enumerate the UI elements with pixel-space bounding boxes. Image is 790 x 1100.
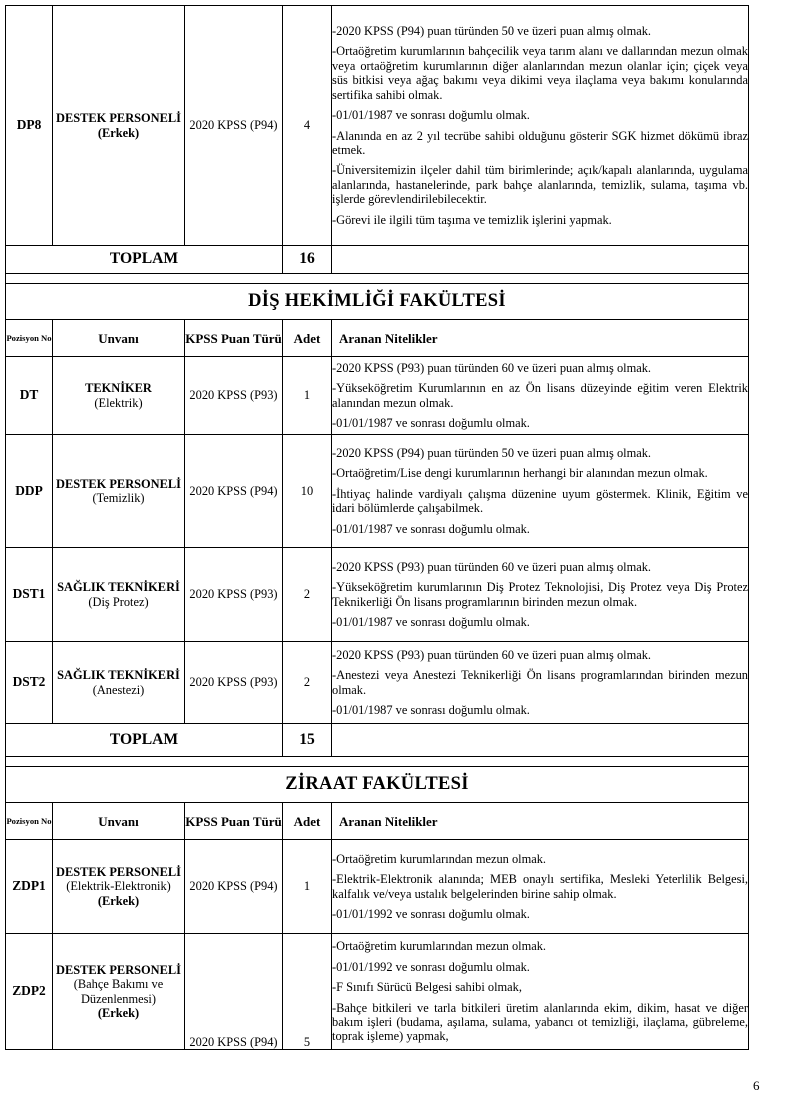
personnel-table [5, 5, 749, 1050]
requirement-item: -Üniversitemizin ilçeler dahil tüm birimlerinde; açık/kapalı alanlarında, uygulama alanlarında, hastanelerinde, park bahçe alanlarında, temizlik, sulama, taşıma vb. işlerde görevlendirilebilecektir. [332, 163, 748, 207]
empty-cell [332, 724, 749, 757]
requirements-cell [332, 357, 749, 435]
header-score-type: KPSS Puan Türü [185, 803, 283, 840]
position-no: ZDP2 [6, 934, 53, 1050]
requirement-item: -2020 KPSS (P93) puan türünden 60 ve üzeri puan almış olmak. [332, 559, 652, 574]
page-number: 6 [753, 1078, 760, 1093]
requirements-cell [332, 840, 749, 934]
position-no: DST1 [6, 548, 53, 642]
requirement-item: -01/01/1987 ve sonrası doğumlu olmak. [332, 702, 530, 717]
section-title-row [6, 767, 749, 803]
requirement-item: -2020 KPSS (P93) puan türünden 60 ve üzeri puan almış olmak. [332, 647, 652, 662]
kpss-score-type: 2020 KPSS (P93) [185, 642, 283, 724]
requirements-cell [332, 642, 749, 724]
section-title: ZİRAAT FAKÜLTESİ [6, 767, 749, 803]
requirement-item: -Anestezi veya Anestezi Teknikerliği Ön lisans programlarından birinden mezun olmak. [332, 668, 748, 697]
table-row [6, 435, 749, 548]
requirement-item: -2020 KPSS (P93) puan türünden 60 ve üzeri puan almış olmak. [332, 360, 652, 375]
total-label: TOPLAM [6, 246, 283, 274]
requirement-item: -Ortaöğretim kurumlarından mezun olmak. [332, 939, 547, 954]
requirement-item: -01/01/1992 ve sonrası doğumlu olmak. [332, 906, 530, 921]
requirement-item: -Ortaöğretim/Lise dengi kurumlarının herhangi bir alanından mezun olmak. [332, 466, 708, 481]
kpss-score-type: 2020 KPSS (P93) [185, 548, 283, 642]
total-value: 16 [283, 246, 332, 274]
header-title: Unvanı [53, 803, 185, 840]
position-count: 5 [283, 934, 332, 1050]
requirement-item: -01/01/1992 ve sonrası doğumlu olmak. [332, 959, 530, 974]
position-count: 4 [283, 6, 332, 246]
position-no: ZDP1 [6, 840, 53, 934]
requirement-item: -Alanında en az 2 yıl tecrübe sahibi olduğunu gösterir SGK hizmet dökümü ibraz etmek. [332, 128, 748, 157]
job-title-cell [53, 934, 185, 1050]
table-row [6, 934, 749, 1050]
position-count: 2 [283, 548, 332, 642]
job-title-cell [53, 840, 185, 934]
job-subtitle: (Temizlik) [92, 491, 145, 505]
job-title: SAĞLIK TEKNİKERİ [57, 668, 180, 683]
header-position-no: Pozisyon No [6, 803, 53, 840]
spacer-cell [6, 757, 749, 767]
kpss-score-type: 2020 KPSS (P94) [185, 435, 283, 548]
requirement-item: -2020 KPSS (P94) puan türünden 50 ve üzeri puan almış olmak. [332, 24, 652, 39]
job-title: TEKNİKER [85, 381, 152, 396]
job-title: DESTEK PERSONELİ [56, 111, 181, 126]
table-header-row [6, 320, 749, 357]
header-title: Unvanı [53, 320, 185, 357]
requirements-cell [332, 6, 749, 246]
position-no: DT [6, 357, 53, 435]
requirement-item: -01/01/1987 ve sonrası doğumlu olmak. [332, 521, 530, 536]
job-subtitle: (Bahçe Bakımı ve Düzenlenmesi) [73, 977, 164, 1006]
total-row [6, 246, 749, 274]
job-tag: (Erkek) [97, 1005, 140, 1020]
total-value: 15 [283, 724, 332, 757]
position-count: 2 [283, 642, 332, 724]
job-subtitle: (Elektrik) [94, 395, 143, 410]
table-row [6, 840, 749, 934]
kpss-score-type: 2020 KPSS (P93) [185, 357, 283, 435]
table-header-row [6, 803, 749, 840]
job-title-cell [53, 6, 185, 246]
requirement-item: -Görevi ile ilgili tüm taşıma ve temizlik işlerini yapmak. [332, 212, 612, 227]
header-position-no: Pozisyon No [6, 320, 53, 357]
kpss-score-type: 2020 KPSS (P94) [185, 934, 283, 1050]
job-title: SAĞLIK TEKNİKERİ [57, 580, 180, 595]
requirement-item: -Ortaöğretim kurumlarının bahçecilik veya tarım alanı ve dallarından mezun olmak veya ortaöğretim kurumlarının diğer alanlarından mezun olanlar için; çiçek veya süs bitkisi veya ağaç bakımı veya dikimi veya ilaçlama veya bakımı konularında sertifika sahibi olmak. [332, 44, 748, 102]
total-label: TOPLAM [6, 724, 283, 757]
job-title-cell [53, 642, 185, 724]
position-count: 10 [283, 435, 332, 548]
job-subtitle: (Diş Protez) [88, 594, 149, 609]
position-count: 1 [283, 840, 332, 934]
position-count: 1 [283, 357, 332, 435]
header-count: Adet [283, 803, 332, 840]
spacer-row [6, 274, 749, 284]
job-title: DESTEK PERSONELİ [56, 962, 181, 977]
job-subtitle: (Anestezi) [92, 682, 145, 697]
table-row [6, 642, 749, 724]
requirement-item: -Ortaöğretim kurumlarından mezun olmak. [332, 851, 547, 866]
requirement-item: -01/01/1987 ve sonrası doğumlu olmak. [332, 415, 530, 430]
spacer-row [6, 757, 749, 767]
requirement-item: -Yükseköğretim Kurumlarının en az Ön lisans düzeyinde eğitim veren Elektrik alanından mezun olmak. [332, 381, 748, 410]
header-requirements: Aranan Nitelikler [332, 803, 749, 840]
job-tag: (Erkek) [97, 893, 140, 908]
table-row [6, 357, 749, 435]
empty-cell [332, 246, 749, 274]
section-title-row [6, 284, 749, 320]
job-title-cell [53, 357, 185, 435]
requirement-item: -2020 KPSS (P94) puan türünden 50 ve üzeri puan almış olmak. [332, 445, 652, 460]
job-title: DESTEK PERSONELİ [56, 476, 181, 491]
requirement-item: -Elektrik-Elektronik alanında; MEB onaylı sertifika, Mesleki Yeterlilik Belgesi, kalfalık ve/veya ustalık belgelerinden birine sahip olmak. [332, 872, 748, 901]
table-row [6, 6, 749, 246]
total-row [6, 724, 749, 757]
requirement-item: -F Sınıfı Sürücü Belgesi sahibi olmak, [332, 980, 522, 995]
requirement-item: -Bahçe bitkileri ve tarla bitkileri üretim alanlarında ekim, dikim, hasat ve diğer bakım işleri (budama, aşılama, sulama, yabancı ot temizliği, ilaçlama, gübreleme, toprak işleme) yapmak, [332, 1000, 748, 1044]
header-count: Adet [283, 320, 332, 357]
requirements-cell [332, 548, 749, 642]
job-title: DESTEK PERSONELİ [56, 864, 181, 879]
kpss-score-type: 2020 KPSS (P94) [185, 840, 283, 934]
requirement-item: -01/01/1987 ve sonrası doğumlu olmak. [332, 108, 530, 123]
section-title: DİŞ HEKİMLİĞİ FAKÜLTESİ [6, 284, 749, 320]
requirement-item: -İhtiyaç halinde vardiyalı çalışma düzenine uyum göstermek. Klinik, Eğitim ve idari bölümlerde çalışabilmek. [332, 486, 748, 516]
position-no: DDP [6, 435, 53, 548]
job-subtitle: (Elektrik-Elektronik) [66, 879, 171, 894]
requirements-cell [332, 934, 749, 1050]
requirements-cell [332, 435, 749, 548]
kpss-score-type: 2020 KPSS (P94) [185, 6, 283, 246]
spacer-cell [6, 274, 749, 284]
position-no: DP8 [6, 6, 53, 246]
header-score-type: KPSS Puan Türü [185, 320, 283, 357]
position-no: DST2 [6, 642, 53, 724]
table-row [6, 548, 749, 642]
job-title-cell [53, 435, 185, 548]
header-requirements: Aranan Nitelikler [332, 320, 749, 357]
requirement-item: -Yükseköğretim kurumlarının Diş Protez Teknolojisi, Diş Protez veya Diş Protez Teknikerliği Ön lisans programlarının birinden mezun olmak. [332, 580, 748, 609]
requirement-item: -01/01/1987 ve sonrası doğumlu olmak. [332, 614, 530, 629]
job-title-cell [53, 548, 185, 642]
job-tag: (Erkek) [97, 125, 140, 140]
